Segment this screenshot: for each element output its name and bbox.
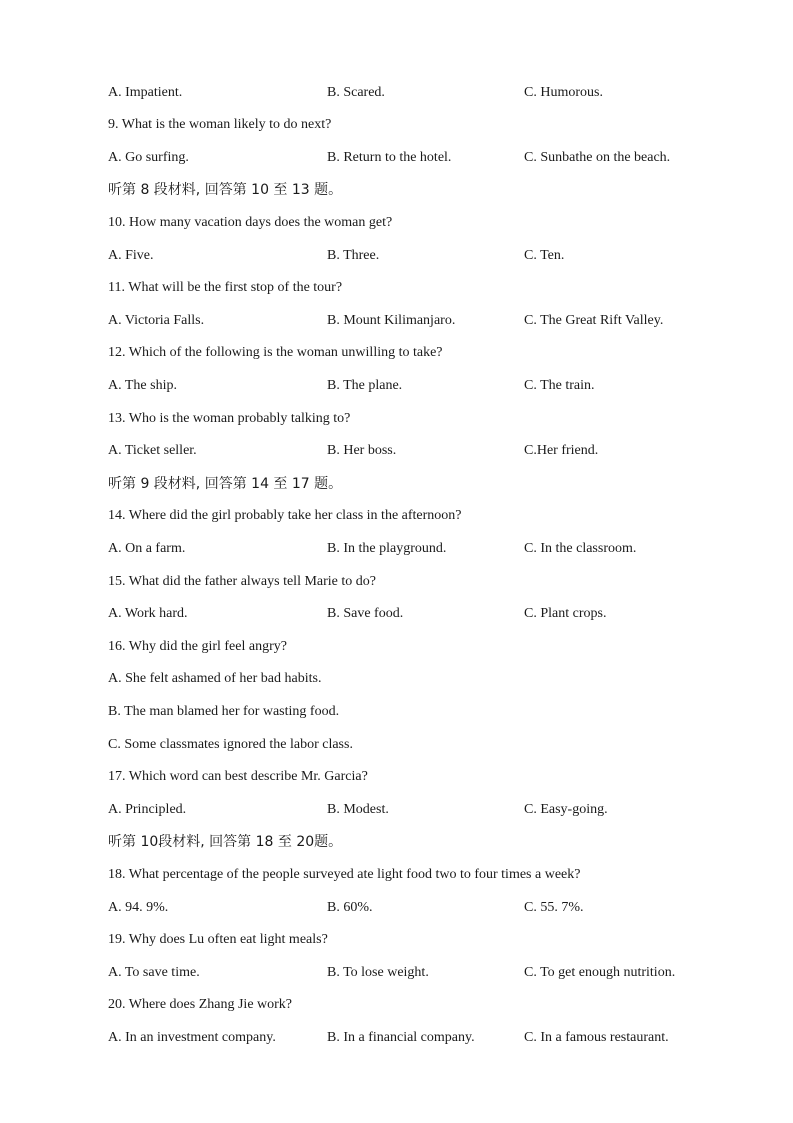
q16-option-c: C. Some classmates ignored the labor class.	[108, 737, 353, 752]
q18-option-b: B. 60%.	[327, 900, 373, 915]
q10-option-a: A. Five.	[108, 248, 154, 263]
q17-question: 17. Which word can best describe Mr. Garcia?	[108, 769, 368, 784]
q8-option-b: B. Scared.	[327, 85, 385, 100]
q20-question: 20. Where does Zhang Jie work?	[108, 997, 293, 1012]
q19-option-c: C. To get enough nutrition.	[524, 965, 676, 980]
q12-option-c: C. The train.	[524, 378, 595, 393]
q11-question: 11. What will be the first stop of the tour?	[108, 280, 343, 295]
q16-question: 16. Why did the girl feel angry?	[108, 639, 287, 654]
q14-option-a: A. On a farm.	[108, 541, 186, 556]
q10-option-b: B. Three.	[327, 248, 380, 263]
q17-option-b: B. Modest.	[327, 802, 389, 817]
q9-question: 9. What is the woman likely to do next?	[108, 117, 332, 132]
section-10-heading: 听第 10段材料, 回答第 18 至 20题。	[108, 834, 343, 850]
q13-option-b: B. Her boss.	[327, 443, 397, 458]
q11-option-a: A. Victoria Falls.	[108, 313, 205, 328]
q16-option-a: A. She felt ashamed of her bad habits.	[108, 671, 322, 686]
q11-option-b: B. Mount Kilimanjaro.	[327, 313, 456, 328]
q17-option-a: A. Principled.	[108, 802, 187, 817]
q10-question: 10. How many vacation days does the woman get?	[108, 215, 393, 230]
q20-option-b: B. In a financial company.	[327, 1030, 475, 1045]
section-8-heading: 听第 8 段材料, 回答第 10 至 13 题。	[108, 182, 343, 198]
q18-question: 18. What percentage of the people surveyed ate light food two to four times a week?	[108, 867, 581, 882]
q19-option-b: B. To lose weight.	[327, 965, 429, 980]
q12-option-a: A. The ship.	[108, 378, 177, 393]
q10-option-c: C. Ten.	[524, 248, 565, 263]
q20-option-c: C. In a famous restaurant.	[524, 1030, 669, 1045]
section-9-heading: 听第 9 段材料, 回答第 14 至 17 题。	[108, 476, 343, 492]
q13-option-c: C.Her friend.	[524, 443, 599, 458]
q9-option-c: C. Sunbathe on the beach.	[524, 150, 671, 165]
q16-option-b: B. The man blamed her for wasting food.	[108, 704, 340, 719]
q11-option-c: C. The Great Rift Valley.	[524, 313, 664, 328]
q20-option-a: A. In an investment company.	[108, 1030, 276, 1045]
q18-option-c: C. 55. 7%.	[524, 900, 584, 915]
q13-option-a: A. Ticket seller.	[108, 443, 197, 458]
q15-option-b: B. Save food.	[327, 606, 404, 621]
q17-option-c: C. Easy-going.	[524, 802, 608, 817]
q9-option-b: B. Return to the hotel.	[327, 150, 452, 165]
q15-option-a: A. Work hard.	[108, 606, 188, 621]
q19-question: 19. Why does Lu often eat light meals?	[108, 932, 328, 947]
q13-question: 13. Who is the woman probably talking to?	[108, 411, 351, 426]
q15-option-c: C. Plant crops.	[524, 606, 607, 621]
q14-option-b: B. In the playground.	[327, 541, 447, 556]
q8-option-a: A. Impatient.	[108, 85, 183, 100]
q14-question: 14. Where did the girl probably take her class in the afternoon?	[108, 508, 462, 523]
q14-option-c: C. In the classroom.	[524, 541, 637, 556]
q8-option-c: C. Humorous.	[524, 85, 603, 100]
q18-option-a: A. 94. 9%.	[108, 900, 169, 915]
q19-option-a: A. To save time.	[108, 965, 200, 980]
q12-option-b: B. The plane.	[327, 378, 403, 393]
q12-question: 12. Which of the following is the woman unwilling to take?	[108, 345, 443, 360]
q15-question: 15. What did the father always tell Marie to do?	[108, 574, 376, 589]
q9-option-a: A. Go surfing.	[108, 150, 189, 165]
